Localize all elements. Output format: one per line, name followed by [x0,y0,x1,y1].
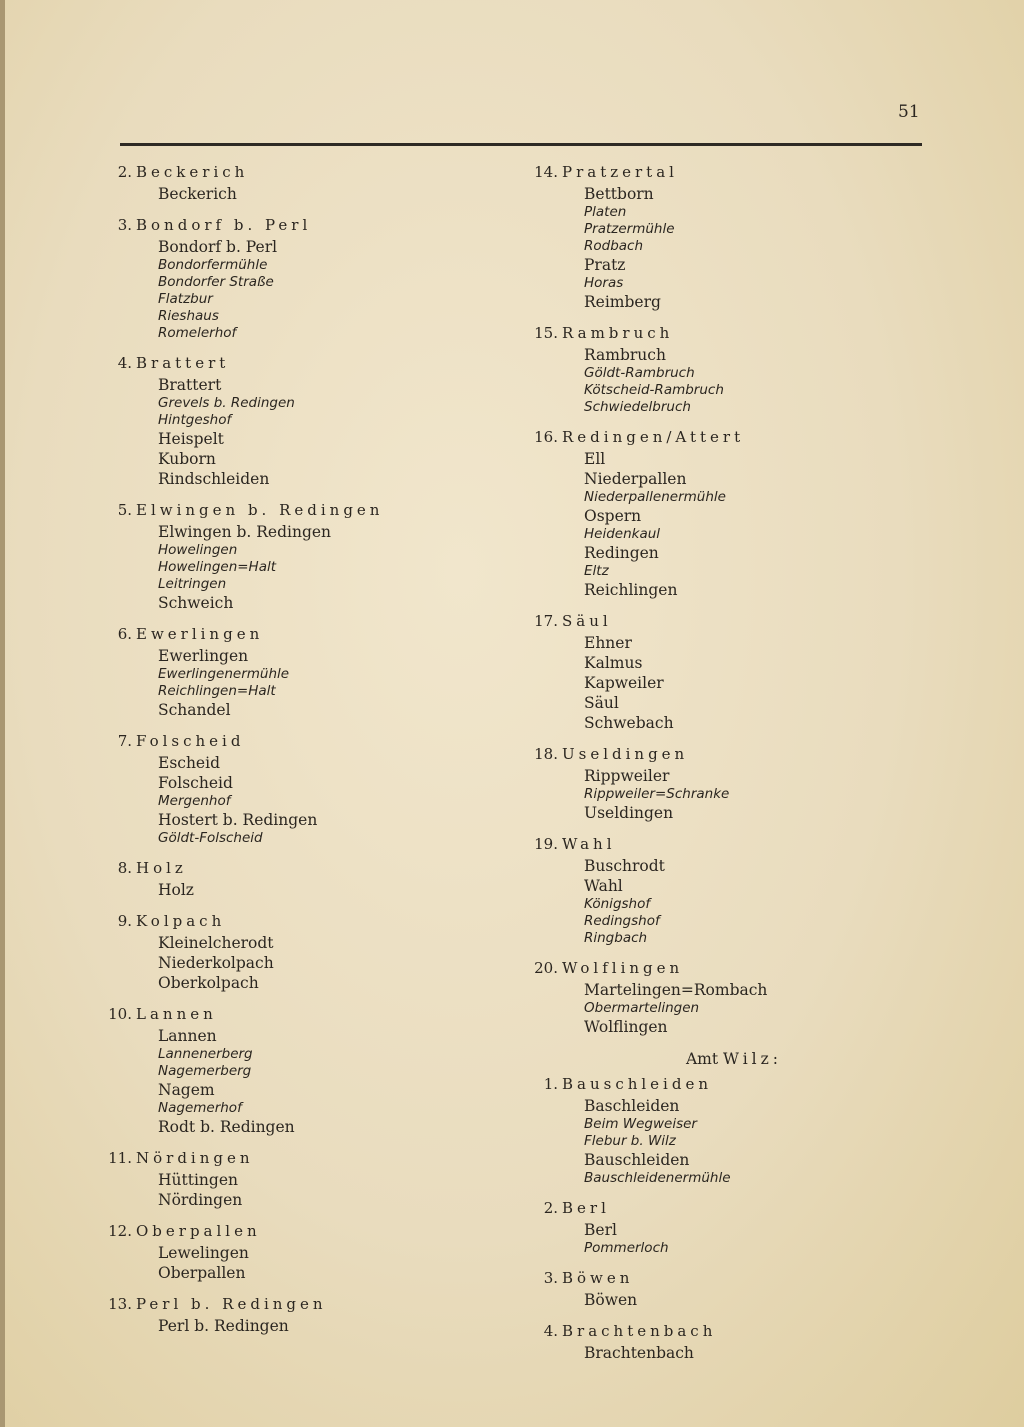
district-heading [117,909,506,933]
locality: Kleinelcherodt [158,934,274,952]
left-column [106,160,506,1345]
district-number: 3. [543,1269,558,1287]
sub-locality: Obermartelingen [584,1000,700,1016]
locality-list [158,375,506,489]
district-heading [117,856,506,880]
locality: Perl b. Redingen [158,1317,289,1335]
district-section [532,160,952,312]
locality: Schandel [158,701,231,719]
district-title: Folscheid [136,732,245,750]
locality-list [584,633,952,733]
district-number: 7. [117,732,132,750]
sub-locality: Pommerloch [584,1240,669,1256]
locality-list [584,856,952,947]
amt-sections [532,1072,952,1363]
district-title: Wolflingen [562,959,684,977]
locality: Wolflingen [584,1018,668,1036]
locality: Schwebach [584,714,674,732]
locality: Rodt b. Redingen [158,1118,295,1136]
sub-locality: Kötscheid-Rambruch [584,382,724,398]
sub-locality: Flebur b. Wilz [584,1133,676,1149]
locality: Baschleiden [584,1097,680,1115]
locality-list [158,1316,506,1336]
district-number: 17. [534,612,558,630]
district-number: 12. [108,1222,132,1240]
sub-locality: Königshof [584,896,651,912]
district-heading [108,1146,506,1170]
locality: Escheid [158,754,220,772]
locality-list [584,1096,952,1187]
sub-locality: Bondorfermühle [158,257,268,273]
right-sections [532,160,952,1037]
district-heading [534,956,952,980]
district-title: Oberpallen [136,1222,261,1240]
district-number: 16. [534,428,558,446]
locality-list [584,449,952,600]
district-title: Berl [562,1199,610,1217]
locality: Ell [584,450,606,468]
locality: Kuborn [158,450,216,468]
district-title: Lannen [136,1005,217,1023]
sub-locality: Lannenerberg [158,1046,253,1062]
locality: Brachtenbach [584,1344,694,1362]
locality: Nördingen [158,1191,243,1209]
locality: Reimberg [584,293,661,311]
district-heading [534,425,952,449]
locality: Rindschleiden [158,470,270,488]
district-section [106,622,506,720]
district-section [106,160,506,204]
district-heading [117,160,506,184]
district-number: 4. [543,1322,558,1340]
locality-list [584,1220,952,1257]
district-title: Rambruch [562,324,674,342]
district-number: 4. [117,354,132,372]
district-section [106,1002,506,1137]
page-number: 51 [898,102,920,122]
district-title: Beckerich [136,163,249,181]
header-rule [120,143,922,146]
locality-list [158,646,506,720]
amt-prefix: Amt [685,1050,719,1068]
district-section [106,1219,506,1283]
district-heading [117,213,506,237]
district-title: Useldingen [562,745,689,763]
sub-locality: Eltz [584,563,609,579]
district-section [532,321,952,416]
sub-locality: Romelerhof [158,325,237,341]
district-number: 10. [108,1005,132,1023]
sub-locality: Nagemerhof [158,1100,242,1116]
locality: Buschrodt [584,857,665,875]
sub-locality: Göldt-Rambruch [584,365,695,381]
locality: Bettborn [584,185,654,203]
district-section [532,425,952,600]
district-section [106,729,506,847]
district-title: Kolpach [136,912,226,930]
sub-locality: Mergenhof [158,793,231,809]
locality: Niederpallen [584,470,687,488]
sub-locality: Rieshaus [158,308,219,324]
locality: Rippweiler [584,767,670,785]
sub-locality: Redingshof [584,913,660,929]
district-number: 11. [108,1149,132,1167]
district-heading [117,729,506,753]
district-number: 19. [534,835,558,853]
locality: Folscheid [158,774,233,792]
district-number: 5. [117,501,132,519]
locality: Holz [158,881,194,899]
sub-locality: Rippweiler=Schranke [584,786,730,802]
locality: Ospern [584,507,642,525]
district-heading [543,1266,952,1290]
district-section [106,856,506,900]
sub-locality: Göldt-Folscheid [158,830,263,846]
district-number: 8. [117,859,132,877]
district-number: 6. [117,625,132,643]
district-heading [117,622,506,646]
locality: Wahl [584,877,623,895]
district-number: 9. [117,912,132,930]
locality-list [584,1290,952,1310]
locality: Beckerich [158,185,237,203]
district-title: Holz [136,859,187,877]
district-section [106,498,506,613]
locality-list [584,766,952,823]
sub-locality: Ewerlingenermühle [158,666,290,682]
sub-locality: Pratzermühle [584,221,675,237]
locality: Hostert b. Redingen [158,811,318,829]
district-section [106,351,506,489]
district-number: 3. [117,216,132,234]
district-title: Nördingen [136,1149,254,1167]
locality: Reichlingen [584,581,678,599]
district-heading [534,742,952,766]
district-heading [108,1002,506,1026]
sub-locality: Howelingen [158,542,238,558]
amt-heading [532,1046,952,1072]
district-section [532,1266,952,1310]
district-heading [543,1319,952,1343]
district-section [532,1072,952,1187]
district-title: Perl b. Redingen [136,1295,327,1313]
locality-list [584,980,952,1037]
locality: Niederkolpach [158,954,274,972]
district-heading [534,609,952,633]
locality: Bauschleiden [584,1151,690,1169]
district-title: Elwingen b. Redingen [136,501,384,519]
district-title: Bauschleiden [562,1075,712,1093]
district-title: Bondorf b. Perl [136,216,312,234]
district-title: Brattert [136,354,230,372]
locality-list [158,933,506,993]
locality-list [584,345,952,416]
district-number: 14. [534,163,558,181]
district-title: Pratzertal [562,163,678,181]
locality: Kalmus [584,654,643,672]
district-number: 2. [543,1199,558,1217]
locality-list [158,880,506,900]
district-section [532,956,952,1037]
district-heading [117,498,506,522]
sub-locality: Bauschleidenermühle [584,1170,731,1186]
locality: Nagem [158,1081,215,1099]
district-number: 15. [534,324,558,342]
locality: Berl [584,1221,617,1239]
sub-locality: Schwiedelbruch [584,399,691,415]
sub-locality: Reichlingen=Halt [158,683,276,699]
locality: Ewerlingen [158,647,249,665]
locality: Elwingen b. Redingen [158,523,332,541]
locality: Redingen [584,544,659,562]
sub-locality: Horas [584,275,624,291]
district-section [106,1146,506,1210]
locality: Säul [584,694,619,712]
locality-list [158,1026,506,1137]
district-heading [534,832,952,856]
locality-list [158,522,506,613]
page-edge [0,0,5,1427]
sub-locality: Ringbach [584,930,648,946]
sub-locality: Leitringen [158,576,227,592]
sub-locality: Platen [584,204,627,220]
locality: Pratz [584,256,626,274]
locality: Schweich [158,594,234,612]
locality: Rambruch [584,346,666,364]
district-heading [534,321,952,345]
locality: Useldingen [584,804,674,822]
locality: Oberpallen [158,1264,246,1282]
right-column [532,160,952,1372]
district-number: 1. [543,1075,558,1093]
district-section [532,609,952,733]
locality-list [584,1343,952,1363]
locality: Kapweiler [584,674,664,692]
district-section [532,1319,952,1363]
district-section [532,742,952,823]
district-number: 2. [117,163,132,181]
sub-locality: Bondorfer Straße [158,274,274,290]
sub-locality: Grevels b. Redingen [158,395,295,411]
district-heading [543,1196,952,1220]
district-heading [108,1292,506,1316]
sub-locality: Rodbach [584,238,644,254]
locality: Böwen [584,1291,638,1309]
sub-locality: Beim Wegweiser [584,1116,697,1132]
locality-list [158,184,506,204]
sub-locality: Heidenkaul [584,526,661,542]
amt-place: Wilz: [723,1050,782,1068]
district-heading [534,160,952,184]
district-section [532,1196,952,1257]
district-heading [543,1072,952,1096]
district-title: Brachtenbach [562,1322,717,1340]
district-title: Böwen [562,1269,634,1287]
district-heading [117,351,506,375]
district-section [532,832,952,947]
district-number: 20. [534,959,558,977]
locality: Heispelt [158,430,224,448]
district-number: 13. [108,1295,132,1313]
district-title: Ewerlingen [136,625,264,643]
locality-list [584,184,952,312]
sub-locality: Nagemerberg [158,1063,252,1079]
district-heading [108,1219,506,1243]
locality: Oberkolpach [158,974,259,992]
district-title: Redingen/Attert [562,428,745,446]
locality: Martelingen=Rombach [584,981,768,999]
locality: Bondorf b. Perl [158,238,278,256]
locality-list [158,237,506,342]
district-number: 18. [534,745,558,763]
locality: Hüttingen [158,1171,238,1189]
sub-locality: Hintgeshof [158,412,232,428]
sub-locality: Niederpallenermühle [584,489,726,505]
district-title: Säul [562,612,612,630]
district-section [106,213,506,342]
sub-locality: Howelingen=Halt [158,559,277,575]
locality-list [158,1170,506,1210]
locality: Ehner [584,634,632,652]
district-section [106,1292,506,1336]
locality-list [158,1243,506,1283]
locality: Lewelingen [158,1244,249,1262]
district-section [106,909,506,993]
locality-list [158,753,506,847]
district-title: Wahl [562,835,616,853]
sub-locality: Flatzbur [158,291,213,307]
locality: Brattert [158,376,222,394]
locality: Lannen [158,1027,217,1045]
